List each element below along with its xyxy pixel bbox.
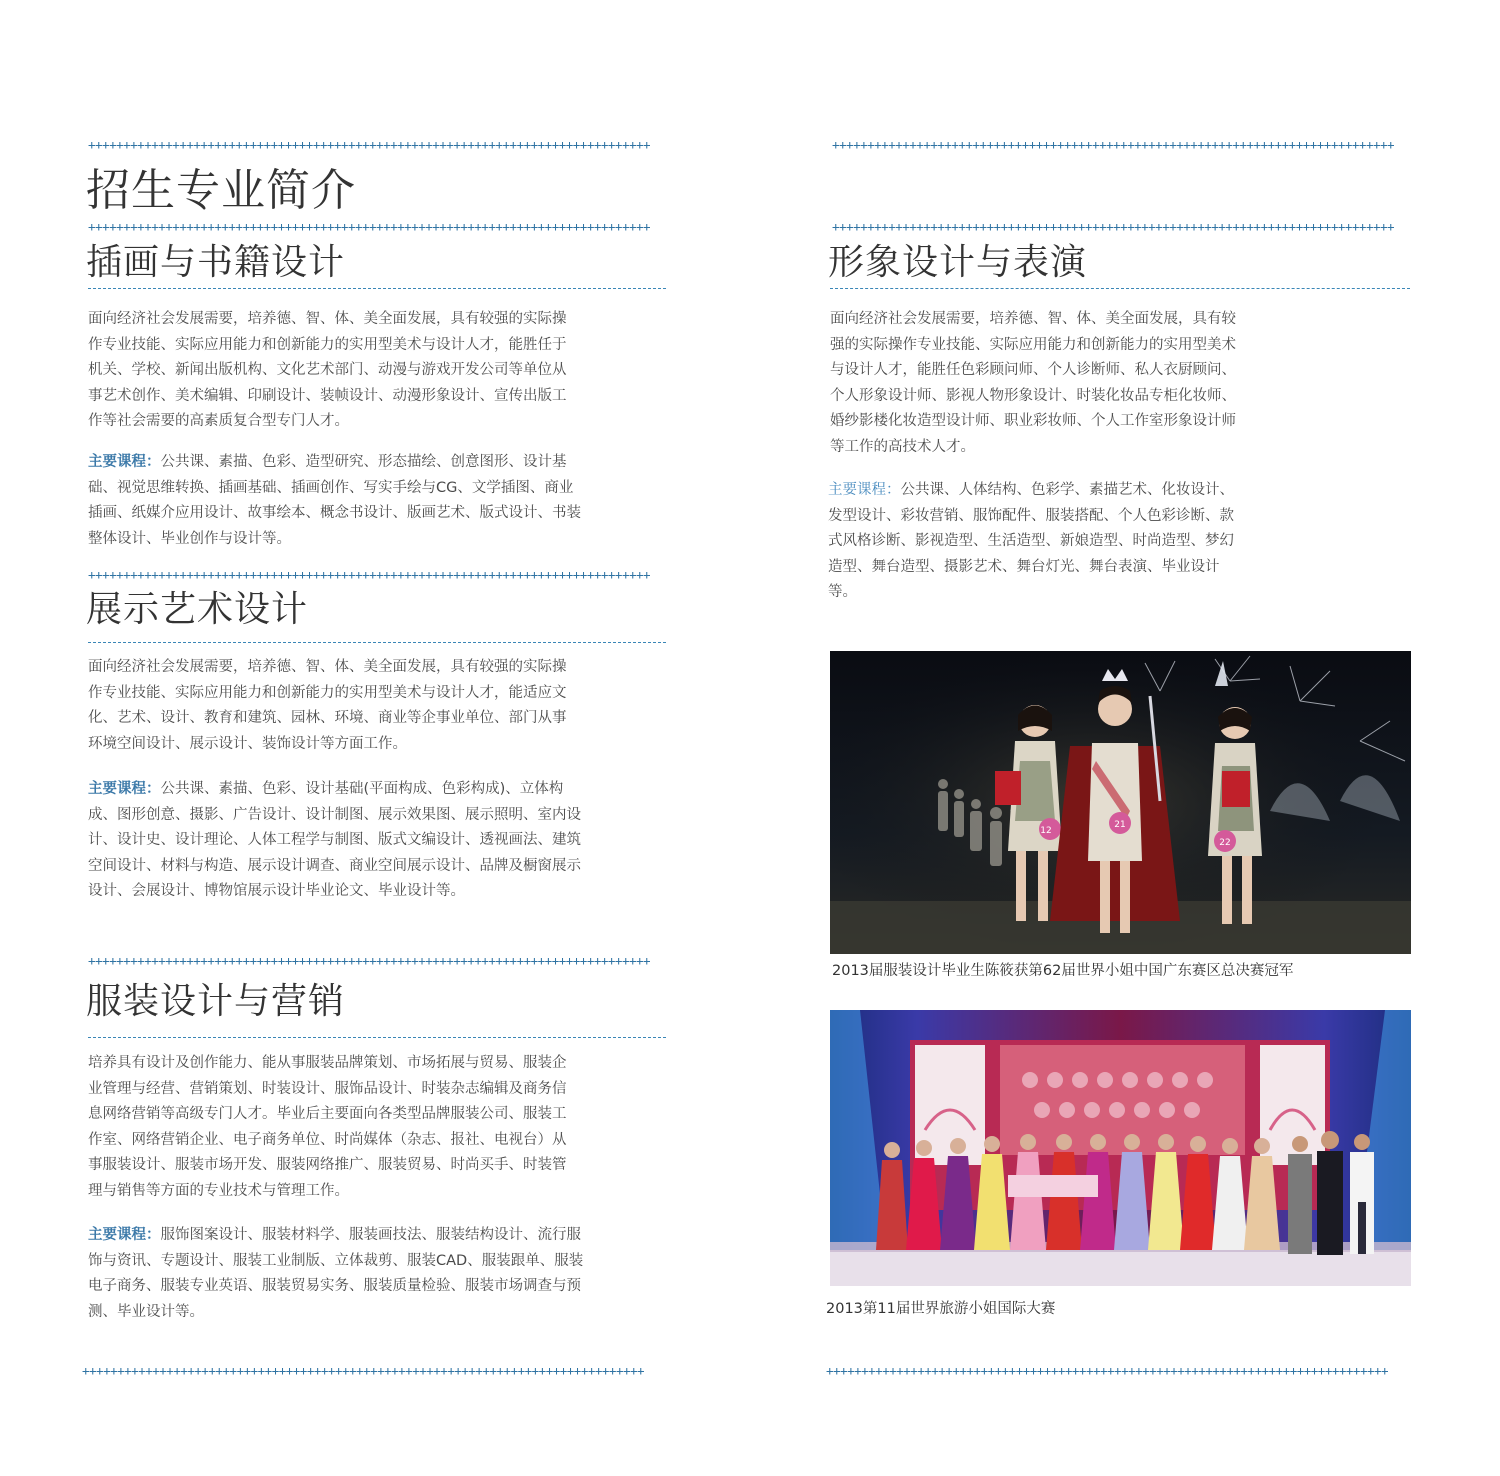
plus-divider: ++++++++++++++++++++++++++++++++++++++++++++++++++++++++++++++++++++++++++++++++	[832, 139, 1395, 151]
major-description: 培养具有设计及创作能力、能从事服装品牌策划、市场拓展与贸易、服装企业管理与经营、营销策划、时装设计、服饰品设计、时装杂志编辑及商务信息网络营销等高级专门人才。毕业后主要面向各类型品牌服装公司、服装工作室、网络营销企业、电子商务单位、时尚媒体（杂志、报社、电视台）从事服装设计、服装市场开发、服装网络推广、服装贸易、时尚买手、时装管理与销售等方面的专业技术与管理工作。	[88, 1055, 567, 1199]
major-courses	[828, 478, 1240, 606]
courses-text: 公共课、素描、色彩、造型研究、形态描绘、创意图形、设计基础、视觉思维转换、插画基础、插画创作、写实手绘与CG、文学插图、商业插画、纸媒介应用设计、故事绘本、概念书设计、版画艺术、版式设计、书装整体设计、毕业创作与设计等。	[88, 454, 581, 547]
major-title: 形象设计与表演	[828, 242, 1088, 283]
plus-divider: ++++++++++++++++++++++++++++++++++++++++++++++++++++++++++++++++++++++++++++++++	[82, 1365, 645, 1377]
photo-caption: 2013第11届世界旅游小姐国际大赛	[826, 1301, 1056, 1317]
plus-divider: ++++++++++++++++++++++++++++++++++++++++++++++++++++++++++++++++++++++++++++++++	[88, 569, 651, 581]
dashed-divider	[88, 288, 666, 289]
major-description: 面向经济社会发展需要，培养德、智、体、美全面发展，具有较强的实际操作专业技能、实际应用能力和创新能力的实用型美术与设计人才，能胜任于机关、学校、新闻出版机构、文化艺术部门、动漫与游戏开发公司等单位从事艺术创作、美术编辑、印刷设计、装帧设计、动漫形象设计、宣传出版工作等社会需要的高素质复合型专门人才。	[88, 311, 567, 429]
dashed-divider	[88, 1037, 666, 1038]
plus-divider: ++++++++++++++++++++++++++++++++++++++++++++++++++++++++++++++++++++++++++++++++	[88, 221, 651, 233]
dashed-divider	[88, 642, 666, 643]
courses-text: 服饰图案设计、服装材料学、服装画技法、服装结构设计、流行服饰与资讯、专题设计、服装工业制版、立体裁剪、服装CAD、服装跟单、服装电子商务、服装专业英语、服装贸易实务、服装质量检验、服装市场调查与预测、毕业设计等。	[88, 1227, 584, 1320]
courses-label: 主要课程：	[88, 781, 161, 797]
courses-text: 公共课、人体结构、色彩学、素描艺术、化妆设计、发型设计、彩妆营销、服饰配件、服装搭配、个人色彩诊断、款式风格诊断、影视造型、生活造型、新娘造型、时尚造型、梦幻造型、舞台造型、摄影艺术、舞台灯光、舞台表演、毕业设计等。	[828, 482, 1234, 600]
major-courses	[88, 1223, 584, 1325]
plus-divider: ++++++++++++++++++++++++++++++++++++++++++++++++++++++++++++++++++++++++++++++++	[832, 221, 1395, 233]
courses-label: 主要课程：	[88, 1227, 161, 1243]
sash-number: 22	[1219, 838, 1231, 848]
sash-number: 12	[1040, 826, 1052, 836]
stage-group-photo	[830, 1010, 1411, 1286]
sash-number: 21	[1114, 820, 1126, 830]
major-title: 插画与书籍设计	[86, 242, 346, 283]
photo-caption: 2013届服装设计毕业生陈筱获第62届世界小姐中国广东赛区总决赛冠军	[832, 963, 1294, 979]
plus-divider: ++++++++++++++++++++++++++++++++++++++++++++++++++++++++++++++++++++++++++++++++	[826, 1365, 1389, 1377]
plus-divider: ++++++++++++++++++++++++++++++++++++++++++++++++++++++++++++++++++++++++++++++++	[88, 955, 651, 967]
major-description: 面向经济社会发展需要，培养德、智、体、美全面发展，具有较强的实际操作专业技能、实际应用能力和创新能力的实用型美术与设计人才，能胜任色彩顾问师、个人诊断师、私人衣厨顾问、个人形象设计师、影视人物形象设计、时装化妆品专柜化妆师、婚纱影楼化妆造型设计师、职业彩妆师、个人工作室形象设计师等工作的高技术人才。	[830, 311, 1236, 455]
major-courses	[88, 450, 584, 552]
dashed-divider	[830, 288, 1410, 289]
major-title: 展示艺术设计	[86, 589, 309, 630]
major-description: 面向经济社会发展需要，培养德、智、体、美全面发展，具有较强的实际操作专业技能、实际应用能力和创新能力的实用型美术与设计人才，能适应文化、艺术、设计、教育和建筑、园林、环境、商业等企事业单位、部门从事环境空间设计、展示设计、装饰设计等方面工作。	[88, 659, 567, 752]
plus-divider: ++++++++++++++++++++++++++++++++++++++++++++++++++++++++++++++++++++++++++++++++	[88, 139, 651, 151]
courses-label: 主要课程：	[828, 482, 901, 498]
major-title: 服装设计与营销	[86, 981, 346, 1022]
page-title: 招生专业简介	[86, 165, 356, 216]
major-courses	[88, 777, 584, 905]
courses-text: 公共课、素描、色彩、设计基础(平面构成、色彩构成)、立体构成、图形创意、摄影、广告设计、设计制图、展示效果图、展示照明、室内设计、设计史、设计理论、人体工程学与制图、版式文编设计、透视画法、建筑空间设计、材料与构造、展示设计调查、商业空间展示设计、品牌及橱窗展示设计、会展设计、博物馆展示设计毕业论文、毕业设计等。	[88, 781, 581, 899]
pageant-photo	[830, 651, 1411, 954]
courses-label: 主要课程：	[88, 454, 161, 470]
